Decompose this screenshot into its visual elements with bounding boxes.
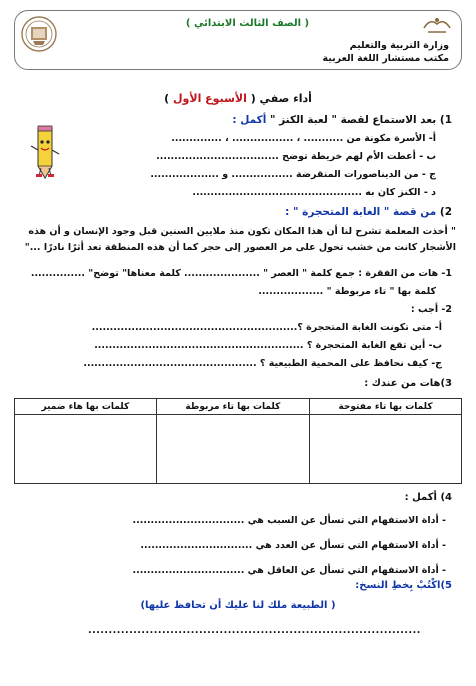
col-open-taa: كلمات بها تاء مفتوحة xyxy=(310,399,462,415)
q1-heading xyxy=(232,114,452,126)
q2-story: " الغابة المتحجرة " : xyxy=(285,206,390,218)
q4-item-3: - أداة الاستفهام التي تسأل عن العاقل هي ............................... xyxy=(132,565,446,576)
page-title xyxy=(0,92,476,105)
q1-text: بعد الاستماع لقصة " لعبة الكنز " xyxy=(270,114,437,126)
q2-sub1: 1- هات من الفقرة : جمع كلمة " العصر " ..................... كلمة معناها" توضح" ............... xyxy=(30,268,452,279)
q2-number: 2) xyxy=(439,206,452,218)
q2-heading xyxy=(285,206,452,218)
q1-item-b: ب - أعطت الأم لهم خريطة توضح .................................. xyxy=(156,151,436,162)
pencil-character-image xyxy=(28,124,62,185)
cell-closed-taa[interactable] xyxy=(156,415,309,484)
q5-writing-line[interactable]: ................................................................................. xyxy=(88,625,421,636)
ministry-name: وزارة التربية والتعليم xyxy=(349,40,449,51)
q3-heading: 3)هات من عندك : xyxy=(364,378,452,389)
q5-heading: 5)اكْتُبْ بِخطِ النسخ: xyxy=(355,580,452,591)
q5-quote: ( الطبيعة ملك لنا عليك أن تحافظ عليها) xyxy=(140,600,336,611)
q2-paragraph: " أخذت المعلمة تشرح لنا أن هذا المكان تكون منذ ملايين السنين قبل وجود الإنسان و أن هذه الأشجار كانت من خشب تحول على مر العصور إلى حجر كما أن هذه المنطقة تعد أثرًا نادرًا ..." xyxy=(24,226,456,253)
q2-answer-c: ج- كيف نحافظ على المحمية الطبيعية ؟ ................................................ xyxy=(83,358,442,369)
col-pronoun-haa: كلمات بها هاء ضمير xyxy=(15,399,157,415)
q2-sub2: 2- أجب : xyxy=(410,304,452,315)
q4-item-2: - أداة الاستفهام التي تسأل عن العدد هي ............................... xyxy=(140,540,446,551)
office-name: مكتب مستشار اللغة العربية xyxy=(322,53,449,64)
q1-instruction: أكمل : xyxy=(232,114,267,126)
q4-item-1: - أداة الاستفهام التي تسأل عن السبب هي ............................... xyxy=(132,515,446,526)
q2-answer-a: أ- متى تكونت الغابة المتحجرة ؟......................................................... xyxy=(91,322,442,333)
grade-label: ( الصف الثالث الابتدائي ) xyxy=(185,18,310,29)
q2-answer-b: ب- أين تقع الغابة المتحجرة ؟ .......................................................... xyxy=(94,340,442,351)
cell-pronoun-haa[interactable] xyxy=(15,415,157,484)
q2-sub1b: كلمة بها " تاء مربوطة " .................. xyxy=(258,286,436,297)
ministry-seal-logo xyxy=(20,14,58,57)
q4-heading: 4) أكمل : xyxy=(404,492,452,503)
ministry-emblem-logo xyxy=(420,14,454,41)
q1-item-c: ج - من الديناصورات المنقرضة ................. و ................... xyxy=(150,169,436,180)
cell-open-taa[interactable] xyxy=(310,415,462,484)
words-table xyxy=(14,398,462,484)
title-prefix: أداء صفي ( xyxy=(250,92,312,105)
q2-text: من قصة xyxy=(393,206,437,218)
q1-number: 1) xyxy=(439,114,452,126)
col-closed-taa: كلمات بها تاء مربوطة xyxy=(156,399,309,415)
q1-item-a: أ- الأسرة مكونة من ........... ، ................. ، .............. xyxy=(171,133,436,144)
q1-item-d: د - الكنز كان به ............................................... xyxy=(192,187,436,198)
title-week: الأسبوع الأول xyxy=(173,92,247,105)
title-suffix: ) xyxy=(164,92,170,105)
